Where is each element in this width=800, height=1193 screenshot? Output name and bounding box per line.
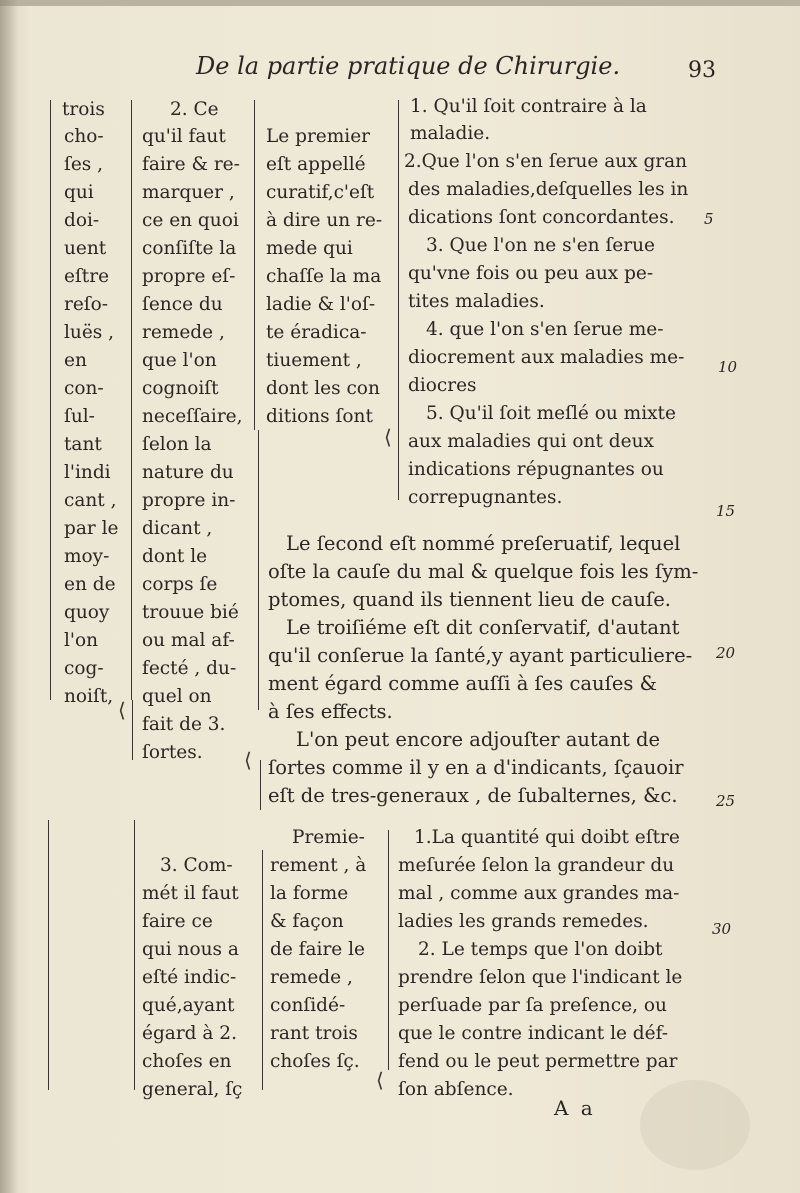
text-line: dications ſont concordantes. bbox=[408, 207, 675, 228]
bracket-rule-f bbox=[262, 850, 263, 1090]
text-line: curatif,c'eſt bbox=[266, 182, 375, 203]
text-line: corps ſe bbox=[142, 574, 218, 595]
text-line: ditions ſont bbox=[266, 406, 373, 427]
text-line: uent bbox=[64, 238, 107, 259]
text-line: ſul- bbox=[64, 406, 95, 427]
text-line: eſt appellé bbox=[266, 154, 366, 175]
text-line: correpugnantes. bbox=[408, 487, 563, 508]
text-line: eſtre bbox=[64, 266, 110, 287]
text-line: conſiſte la bbox=[142, 238, 237, 259]
text-line: fait de 3. bbox=[142, 714, 226, 735]
bracket-rule-e2 bbox=[134, 820, 135, 1090]
text-line: mede qui bbox=[266, 238, 353, 259]
text-line: 5. Qu'il ſoit meſlé ou mixte bbox=[426, 403, 676, 424]
text-line: conſidé- bbox=[270, 995, 346, 1016]
paper-stain bbox=[640, 1080, 750, 1170]
text-line: l'on bbox=[64, 630, 99, 651]
text-line: rement , à bbox=[270, 855, 367, 876]
brace-mark: ⟨ bbox=[384, 425, 392, 449]
text-line: cho- bbox=[64, 126, 104, 147]
text-line: dicant , bbox=[142, 518, 213, 539]
text-line: propre in- bbox=[142, 490, 236, 511]
text-line: la forme bbox=[270, 883, 349, 904]
text-line: cognoiſt bbox=[142, 378, 219, 399]
text-line: 2. Le temps que l'on doibt bbox=[418, 939, 663, 960]
text-line: nature du bbox=[142, 462, 234, 483]
text-line: chaſſe la ma bbox=[266, 266, 382, 287]
text-line: perſuade par ſa preſence, ou bbox=[398, 995, 667, 1016]
text-line: indications répugnantes ou bbox=[408, 459, 664, 480]
text-line: tant bbox=[64, 434, 102, 455]
text-line: faire & re- bbox=[142, 154, 240, 175]
bracket-rule-c bbox=[254, 100, 255, 430]
binding-shadow bbox=[0, 0, 18, 1193]
bracket-rule-b bbox=[131, 100, 132, 700]
text-line: 1. Qu'il ſoit contraire à la bbox=[410, 96, 647, 117]
bracket-rule-g bbox=[388, 830, 389, 1070]
text-line: prendre ſelon que l'indicant le bbox=[398, 967, 683, 988]
text-line: remede , bbox=[142, 322, 225, 343]
text-line: l'indi bbox=[64, 462, 111, 483]
text-line: qu'il conſerue la ſanté,y ayant particuliere- bbox=[268, 644, 693, 667]
line-number: 30 bbox=[712, 920, 732, 938]
text-line: te éradica- bbox=[266, 322, 367, 343]
text-line: égard à 2. bbox=[142, 1023, 237, 1044]
text-line: choſes en bbox=[142, 1051, 232, 1072]
text-line: par le bbox=[64, 518, 119, 539]
text-line: 2.Que l'on s'en ſerue aux gran bbox=[404, 151, 688, 172]
text-line: cog- bbox=[64, 658, 104, 679]
bracket-rule-c2 bbox=[258, 430, 259, 710]
line-number: 5 bbox=[704, 210, 714, 228]
text-line: diocrement aux maladies me- bbox=[408, 347, 685, 368]
text-line: Le troiſiéme eſt dit conſervatif, d'autant bbox=[286, 616, 680, 639]
text-line: marquer , bbox=[142, 182, 235, 203]
text-line: qui nous a bbox=[142, 939, 239, 960]
text-line: fend ou le peut permettre par bbox=[398, 1051, 678, 1072]
text-line: noiſt, bbox=[64, 686, 114, 707]
text-line: qu'vne fois ou peu aux pe- bbox=[408, 263, 654, 284]
text-line: faire ce bbox=[142, 911, 213, 932]
text-line: des maladies,deſquelles les in bbox=[408, 179, 689, 200]
text-line: que l'on bbox=[142, 350, 217, 371]
text-line: choſes ſç. bbox=[270, 1051, 360, 1072]
text-line: 1.La quantité qui doibt eſtre bbox=[414, 827, 680, 848]
text-line: ſes , bbox=[64, 154, 104, 175]
text-line: 3. Que l'on ne s'en ſerue bbox=[426, 235, 655, 256]
text-line: quoy bbox=[64, 602, 110, 623]
text-line: eſté indic- bbox=[142, 967, 237, 988]
text-line: en de bbox=[64, 574, 116, 595]
bracket-rule-c3 bbox=[260, 760, 261, 810]
top-edge bbox=[0, 0, 800, 6]
text-line: diocres bbox=[408, 375, 477, 396]
text-line: ptomes, quand ils tiennent lieu de cauſe. bbox=[268, 588, 671, 611]
text-line: Le premier bbox=[266, 126, 370, 147]
text-line: neceſſaire, bbox=[142, 406, 243, 427]
page-number: 93 bbox=[688, 58, 716, 83]
text-line: reſo- bbox=[64, 294, 109, 315]
text-line: mal , comme aux grandes ma- bbox=[398, 883, 680, 904]
text-line: 2. Ce bbox=[170, 99, 219, 120]
text-line: luës , bbox=[64, 322, 115, 343]
text-line: ſelon la bbox=[142, 434, 212, 455]
text-line: & façon bbox=[270, 911, 344, 932]
text-line: maladie. bbox=[410, 123, 491, 144]
text-line: tites maladies. bbox=[408, 291, 545, 312]
text-line: trouue bié bbox=[142, 602, 239, 623]
text-line: moy- bbox=[64, 546, 110, 567]
text-line: doi- bbox=[64, 210, 100, 231]
text-line: aux maladies qui ont deux bbox=[408, 431, 654, 452]
brace-mark: ⟨ bbox=[376, 1068, 384, 1092]
text-line: ladies les grands remedes. bbox=[398, 911, 649, 932]
text-line: fecté , du- bbox=[142, 658, 237, 679]
text-line: ladie & l'oſ- bbox=[266, 294, 376, 315]
text-line: ſon abſence. bbox=[398, 1079, 514, 1100]
text-line: oſte la cauſe du mal & quelque fois les ſym- bbox=[268, 560, 699, 583]
text-line: qué,ayant bbox=[142, 995, 235, 1016]
running-title: De la partie pratique de Chirurgie. bbox=[196, 52, 621, 80]
text-line: en bbox=[64, 350, 87, 371]
bracket-rule-d bbox=[398, 100, 399, 500]
text-line: meſurée ſelon la grandeur du bbox=[398, 855, 675, 876]
brace-mark: ⟨ bbox=[118, 698, 126, 722]
text-line: à dire un re- bbox=[266, 210, 383, 231]
text-line: propre eſ- bbox=[142, 266, 236, 287]
bracket-rule-b2 bbox=[132, 700, 133, 760]
signature-mark: A a bbox=[554, 1096, 596, 1120]
bracket-rule-e bbox=[48, 820, 49, 1090]
text-line: mét il faut bbox=[142, 883, 239, 904]
text-line: qu'il faut bbox=[142, 126, 226, 147]
text-line: ou mal af- bbox=[142, 630, 235, 651]
text-line: quel on bbox=[142, 686, 212, 707]
text-line: L'on peut encore adjouſter autant de bbox=[296, 728, 661, 751]
text-line: ce en quoi bbox=[142, 210, 239, 231]
text-line: ſortes comme il y en a d'indicants, ſçauoir bbox=[268, 756, 684, 779]
text-line: general, ſç bbox=[142, 1079, 243, 1100]
text-line: ſortes. bbox=[142, 742, 203, 763]
text-line: 3. Com- bbox=[160, 855, 233, 876]
text-line: 4. que l'on s'en ſerue me- bbox=[426, 319, 664, 340]
text-line: tiuement , bbox=[266, 350, 362, 371]
text-line: rant trois bbox=[270, 1023, 358, 1044]
text-line: que le contre indicant le déf- bbox=[398, 1023, 669, 1044]
text-line: remede , bbox=[270, 967, 353, 988]
line-number: 10 bbox=[718, 358, 738, 376]
text-line: ment égard comme auſſi à ſes cauſes & bbox=[268, 672, 657, 695]
text-line: trois bbox=[62, 99, 105, 120]
brace-mark: ⟨ bbox=[244, 748, 252, 772]
line-number: 25 bbox=[716, 792, 736, 810]
bracket-rule-a bbox=[50, 100, 51, 700]
text-line: eſt de tres-generaux , de ſubalternes, &c. bbox=[268, 784, 678, 807]
text-line: à ſes effects. bbox=[268, 700, 393, 723]
text-line: Le ſecond eſt nommé preſeruatif, lequel bbox=[286, 532, 681, 555]
text-line: de faire le bbox=[270, 939, 366, 960]
text-line: dont les con bbox=[266, 378, 380, 399]
line-number: 20 bbox=[716, 644, 736, 662]
text-line: Premie- bbox=[292, 827, 365, 848]
text-line: con- bbox=[64, 378, 104, 399]
text-line: qui bbox=[64, 182, 94, 203]
text-line: ſence du bbox=[142, 294, 223, 315]
line-number: 15 bbox=[716, 502, 736, 520]
text-line: dont le bbox=[142, 546, 208, 567]
text-line: cant , bbox=[64, 490, 117, 511]
